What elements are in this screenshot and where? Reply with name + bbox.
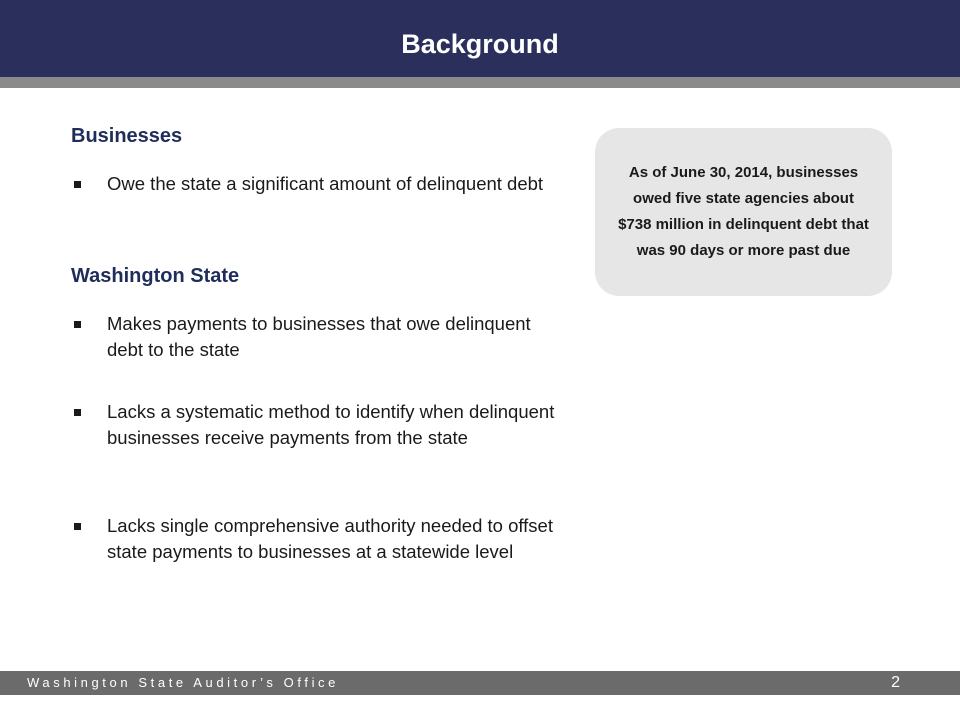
square-bullet-icon xyxy=(74,181,81,188)
callout-text: As of June 30, 2014, businesses owed five state agencies about $738 million in delinquent debt that was 90 days or more past due xyxy=(618,164,869,259)
footer-org-name: Washington State Auditor’s Office xyxy=(27,675,339,690)
slide-title: Background xyxy=(401,29,559,59)
square-bullet-icon xyxy=(74,321,81,328)
bullet-item xyxy=(74,513,564,565)
bullet-item xyxy=(74,311,564,363)
square-bullet-icon xyxy=(74,409,81,416)
section-heading-washington-state: Washington State xyxy=(71,265,240,287)
section-heading-businesses: Businesses xyxy=(71,125,183,147)
bullet-text: Makes payments to businesses that owe delinquent debt to the state xyxy=(107,313,531,360)
bullet-item xyxy=(74,399,564,451)
bullet-text: Lacks single comprehensive authority needed to offset state payments to businesses at a statewide level xyxy=(107,515,553,562)
square-bullet-icon xyxy=(74,523,81,530)
page-number: 2 xyxy=(891,674,900,691)
bullet-item xyxy=(74,171,564,197)
footer-bar xyxy=(0,671,960,695)
header-divider xyxy=(0,77,960,88)
bullet-text: Owe the state a significant amount of delinquent debt xyxy=(107,173,544,194)
bullet-text: Lacks a systematic method to identify when delinquent businesses receive payments from the state xyxy=(107,401,555,448)
callout-box xyxy=(595,128,892,296)
